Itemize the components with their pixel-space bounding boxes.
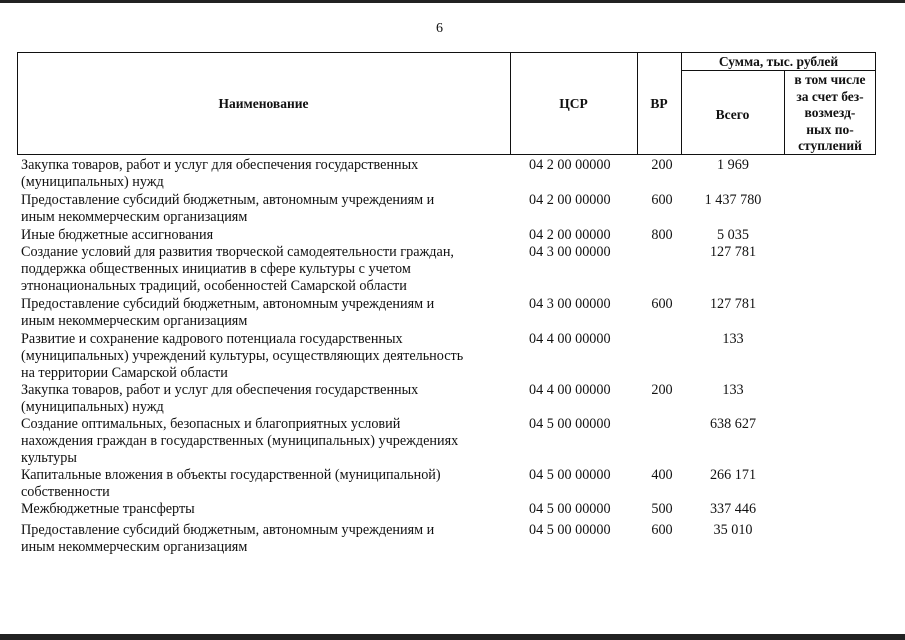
row-csr: 04 4 00 00000 bbox=[529, 331, 611, 347]
scan-bottom-border bbox=[0, 634, 905, 640]
row-csr: 04 5 00 00000 bbox=[529, 522, 611, 538]
header-extra-line: ступлений bbox=[798, 138, 862, 153]
row-csr: 04 2 00 00000 bbox=[529, 157, 611, 173]
header-extra bbox=[785, 72, 875, 155]
header-border-bottom bbox=[17, 154, 876, 155]
row-total: 127 781 bbox=[709, 244, 757, 260]
row-csr: 04 5 00 00000 bbox=[529, 467, 611, 483]
row-name: Создание оптимальных, безопасных и благоприятных условий нахождения граждан в государственных (муниципальных) учреждениях культуры bbox=[21, 416, 459, 466]
row-total: 133 bbox=[722, 331, 744, 347]
header-extra-line: за счет без- bbox=[796, 88, 864, 104]
header-vr: ВР bbox=[650, 96, 668, 111]
header-border-top bbox=[17, 52, 876, 53]
row-total: 638 627 bbox=[709, 416, 757, 432]
row-total: 5 035 bbox=[717, 227, 749, 243]
row-name: Создание условий для развития творческой самодеятельности граждан, поддержка общественных инициатив в сфере культуры с учетом этнонациональных традиций, особенностей Самарской области bbox=[21, 244, 454, 294]
header-extra-line: в том числе bbox=[794, 72, 866, 87]
page-number: 6 bbox=[436, 21, 443, 36]
row-total: 127 781 bbox=[709, 296, 757, 312]
row-total: 266 171 bbox=[709, 467, 757, 483]
row-csr: 04 5 00 00000 bbox=[529, 416, 611, 432]
header-extra-line: возмезд- bbox=[804, 105, 856, 120]
row-total: 337 446 bbox=[709, 501, 757, 517]
row-name: Закупка товаров, работ и услуг для обеспечения государственных (муниципальных) нужд bbox=[21, 382, 419, 415]
row-csr: 04 3 00 00000 bbox=[529, 244, 611, 260]
row-csr: 04 3 00 00000 bbox=[529, 296, 611, 312]
row-csr: 04 2 00 00000 bbox=[529, 227, 611, 243]
row-name: Межбюджетные трансферты bbox=[21, 501, 195, 517]
header-sum-divider bbox=[681, 70, 876, 71]
row-vr: 600 bbox=[651, 296, 673, 312]
row-csr: 04 4 00 00000 bbox=[529, 382, 611, 398]
row-name: Закупка товаров, работ и услуг для обеспечения государственных (муниципальных) нужд bbox=[21, 157, 419, 190]
row-name: Развитие и сохранение кадрового потенциала государственных (муниципальных) учреждений культуры, осуществляющих деятельность на территории Самарской области bbox=[21, 331, 464, 381]
row-name: Предоставление субсидий бюджетным, автономным учреждениям и иным некоммерческим организациям bbox=[21, 296, 435, 329]
row-vr: 200 bbox=[651, 382, 673, 398]
row-vr: 800 bbox=[651, 227, 673, 243]
row-name: Иные бюджетные ассигнования bbox=[21, 227, 214, 243]
row-total: 1 437 780 bbox=[704, 192, 762, 208]
row-total: 1 969 bbox=[717, 157, 749, 173]
row-name: Предоставление субсидий бюджетным, автономным учреждениям и иным некоммерческим организациям bbox=[21, 192, 435, 225]
scan-top-border bbox=[0, 0, 905, 3]
table-header bbox=[17, 52, 876, 155]
row-csr: 04 2 00 00000 bbox=[529, 192, 611, 208]
row-vr: 600 bbox=[651, 192, 673, 208]
header-name: Наименование bbox=[218, 96, 309, 111]
row-vr: 200 bbox=[651, 157, 673, 173]
row-total: 35 010 bbox=[713, 522, 753, 538]
row-name: Предоставление субсидий бюджетным, автономным учреждениям и иным некоммерческим организациям bbox=[21, 522, 435, 555]
header-csr: ЦСР bbox=[559, 96, 588, 111]
header-sum: Сумма, тыс. рублей bbox=[718, 54, 839, 69]
row-vr: 400 bbox=[651, 467, 673, 483]
header-total: Всего bbox=[715, 107, 750, 122]
row-name: Капитальные вложения в объекты государственной (муниципальной) собственности bbox=[21, 467, 441, 500]
row-total: 133 bbox=[722, 382, 744, 398]
header-extra-line: ных по- bbox=[806, 121, 854, 137]
row-vr: 500 bbox=[651, 501, 673, 517]
row-csr: 04 5 00 00000 bbox=[529, 501, 611, 517]
row-vr: 600 bbox=[651, 522, 673, 538]
